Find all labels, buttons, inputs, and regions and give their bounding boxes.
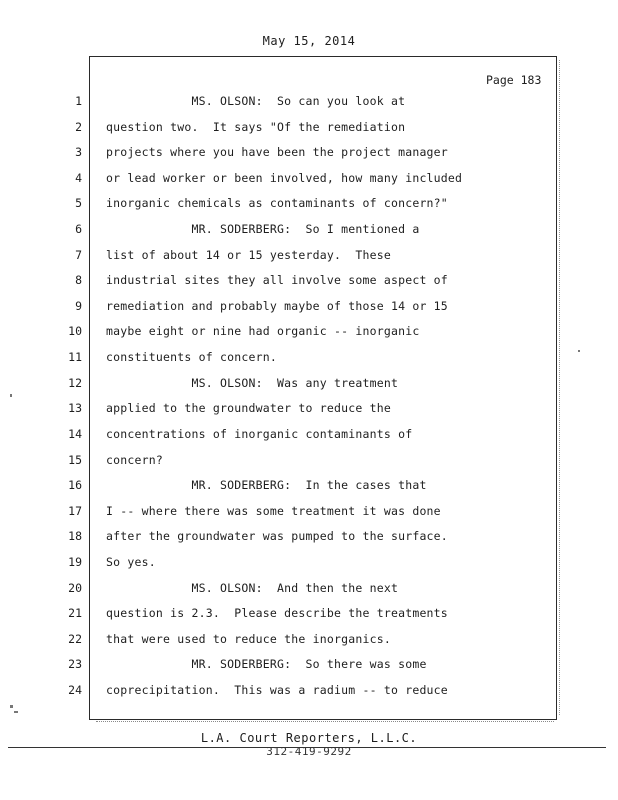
line-text: MS. OLSON: So can you look at [106, 94, 406, 108]
line-text: MR. SODERBERG: So I mentioned a [106, 222, 420, 236]
page-number: Page 183 [486, 73, 542, 87]
line-number: 12 [68, 376, 82, 390]
line-text: MS. OLSON: And then the next [106, 581, 399, 595]
line-text: MR. SODERBERG: In the cases that [106, 478, 427, 492]
line-number: 13 [68, 401, 82, 415]
line-text: concern? [106, 453, 163, 467]
line-text: I -- where there was some treatment it was done [106, 504, 441, 518]
line-text: applied to the groundwater to reduce the [106, 401, 391, 415]
line-number: 15 [68, 453, 82, 467]
line-number: 2 [75, 120, 82, 134]
header-date: May 15, 2014 [262, 34, 356, 48]
line-number: 10 [68, 324, 82, 338]
line-text: MR. SODERBERG: So there was some [106, 657, 427, 671]
frame-right-edge [559, 60, 561, 715]
line-number: 4 [75, 171, 82, 185]
scan-speck [10, 394, 12, 397]
line-number: 11 [68, 350, 82, 364]
footer-phone: 312-419-9292 [266, 745, 352, 758]
line-text: constituents of concern. [106, 350, 277, 364]
line-number: 9 [75, 299, 82, 313]
line-number: 5 [75, 196, 82, 210]
scan-speck [10, 705, 13, 708]
line-text: MS. OLSON: Was any treatment [106, 376, 399, 390]
line-number: 8 [75, 273, 82, 287]
line-number: 22 [68, 632, 82, 646]
line-text: maybe eight or nine had organic -- inorganic [106, 324, 420, 338]
line-text: So yes. [106, 555, 156, 569]
line-text: coprecipitation. This was a radium -- to reduce [106, 683, 448, 697]
line-text: projects where you have been the project manager [106, 145, 448, 159]
line-text: after the groundwater was pumped to the surface. [106, 529, 448, 543]
line-number: 7 [75, 248, 82, 262]
scan-speck [578, 350, 580, 352]
line-number: 16 [68, 478, 82, 492]
line-number: 1 [75, 94, 82, 108]
line-text: remediation and probably maybe of those 14 or 15 [106, 299, 448, 313]
scan-speck [14, 711, 18, 713]
line-text: list of about 14 or 15 yesterday. These [106, 248, 391, 262]
footer-company: L.A. Court Reporters, L.L.C. [200, 731, 418, 745]
line-number: 21 [68, 606, 82, 620]
line-number: 17 [68, 504, 82, 518]
line-number: 6 [75, 222, 82, 236]
line-number: 23 [68, 657, 82, 671]
line-number: 18 [68, 529, 82, 543]
line-number: 20 [68, 581, 82, 595]
line-text: concentrations of inorganic contaminants of [106, 427, 413, 441]
line-text: question two. It says "Of the remediation [106, 120, 406, 134]
line-text: industrial sites they all involve some aspect of [106, 273, 448, 287]
line-number: 24 [68, 683, 82, 697]
line-text: that were used to reduce the inorganics. [106, 632, 391, 646]
line-text: question is 2.3. Please describe the treatments [106, 606, 448, 620]
line-number: 3 [75, 145, 82, 159]
line-number: 14 [68, 427, 82, 441]
line-text: inorganic chemicals as contaminants of concern?" [106, 196, 448, 210]
frame-bottom-edge [96, 721, 554, 723]
line-text: or lead worker or been involved, how many included [106, 171, 463, 185]
line-number: 19 [68, 555, 82, 569]
